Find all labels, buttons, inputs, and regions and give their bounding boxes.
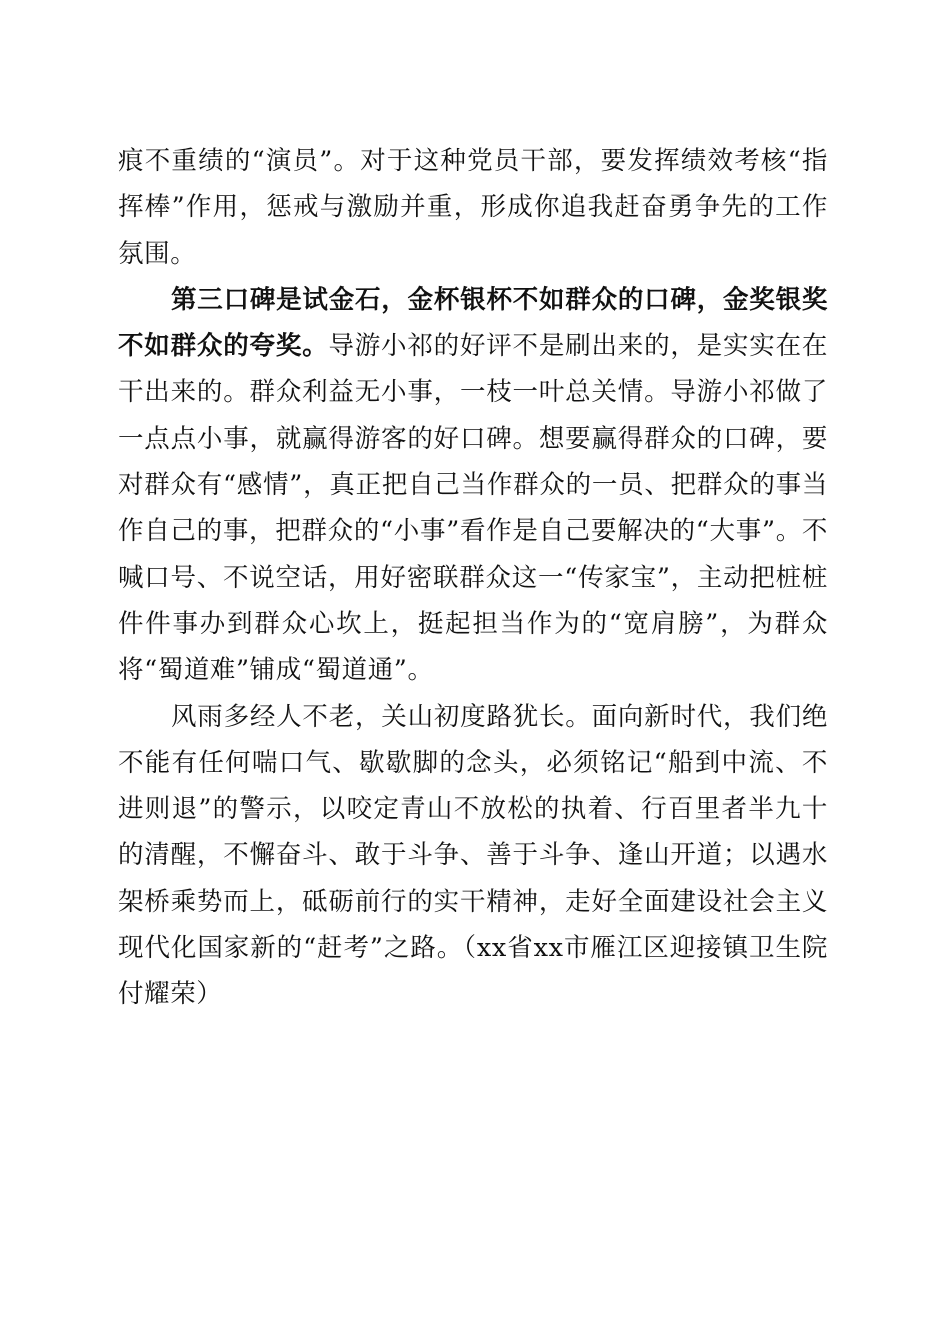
document-body [118,138,828,1018]
paragraph-continuation [118,138,828,277]
paragraph-conclusion [118,694,828,1018]
paragraph-word-of-mouth [118,277,828,694]
paragraph-text: 痕不重绩的“演员”。对于这种党员干部，要发挥绩效考核“指挥棒”作用，惩戒与激励并重，形成你追我赶奋勇争先的工作氛围。 [118,146,828,269]
paragraph-text: 导游小祁的好评不是刷出来的，是实实在在干出来的。群众利益无小事，一枝一叶总关情。导游小祁做了一点点小事，就赢得游客的好口碑。想要赢得群众的口碑，要对群众有“感情”，真正把自己当作群众的一员、把群众的事当作自己的事，把群众的“小事”看作是自己要解决的“大事”。不喊口号、不说空话，用好密联群众这一“传家宝”，主动把桩桩件件事办到群众心坎上，挺起担当作为的“宽肩膀”，为群众将“蜀道难”铺成“蜀道通”。 [118,331,828,686]
paragraph-text: 风雨多经人不老，关山初度路犹长。面向新时代，我们绝不能有任何喘口气、歇歇脚的念头，必须铭记“船到中流、不进则退”的警示，以咬定青山不放松的执着、行百里者半九十的清醒，不懈奋斗、敢于斗争、善于斗争、逢山开道；以遇水架桥乘势而上，砥砺前行的实干精神，走好全面建设社会主义现代化国家新的“赶考”之路。（xx省xx市雁江区迎接镇卫生院付耀荣） [118,701,828,1010]
paragraph-lead-heading: 第三口碑是试金石，金杯银杯不如群众的口碑，金奖银奖不如群众的夸奖。 [118,284,828,362]
